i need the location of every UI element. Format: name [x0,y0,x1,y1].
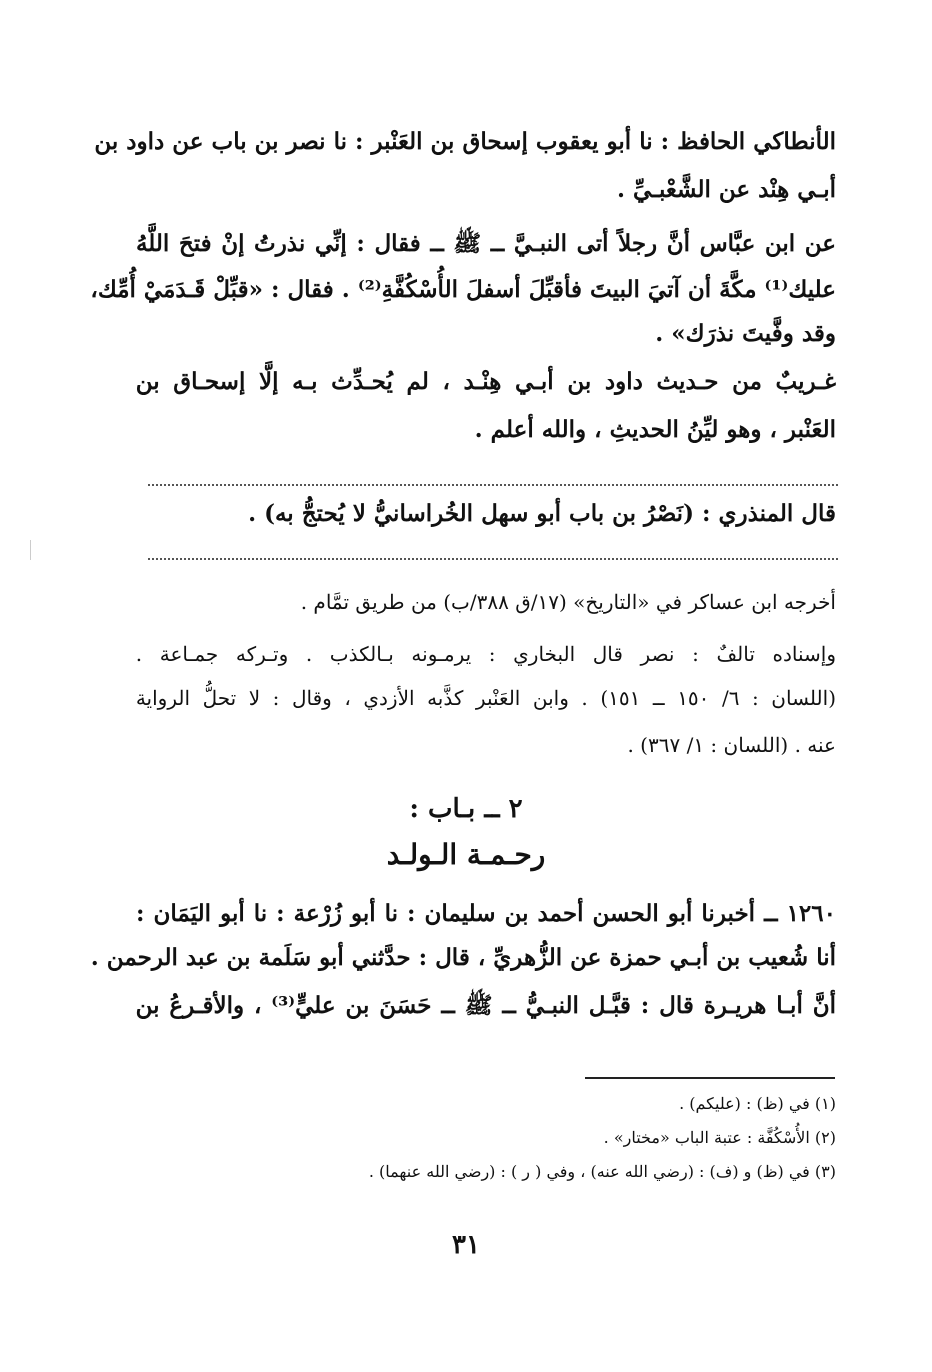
text-line: وقد وفَّيتَ نذرَك» . [655,320,836,347]
text-line: ١٢٦٠ ــ أخبرنا أبو الحسن أحمد بن سليمان : نا أبو زُرْعة : نا أبو اليَمَان : [136,900,836,927]
text-line: أنا شُعيب بن أبـي حمزة عن الزُّهريِّ ، قال : حدَّثني أبو سَلَمة بن عبد الرحمن . [90,944,836,971]
text-line: الأنطاكي الحافظ : نا أبو يعقوب إسحاق بن العَنْبر : نا نصر بن باب عن داود بن [94,128,836,155]
footnote: (١) في (ظ) : (عليكم) . [679,1094,836,1113]
page-number: ٣١ [452,1230,480,1260]
dotted-separator [148,558,838,560]
text-line: وإسناده تالفٌ : نصر قال البخاري : يرمـونه بـالكذب . وتـركه جمـاعة . [135,642,836,666]
text-line: (اللسان : ٦/ ١٥٠ ــ ١٥١) . وابن العَنْبر كذَّبه الأزدي ، وقال : لا تحلُّ الرواية [135,686,836,710]
text-line: غـريبٌ من حـديث داود بن أبـي هِنْـد ، لم يُحـدِّث بـه إلَّا إسحـاق بن [135,368,836,395]
footnote: (٢) الأُسْكُفَّة : عتبة الباب «مختار» . [603,1128,836,1147]
text-line: العَنْبر ، وهو ليِّنُ الحديثِ ، والله أعلم . [474,416,836,443]
text-line: عن ابن عبَّاس أنَّ رجلاً أتى النبـيَّ ــ ﷺ ــ فقال : إنِّي نذرتُ إنْ فتحَ اللَّهُ [135,230,836,257]
text-line: أنَّ أبـا هريـرة قال : قبَّـل النبـيُّ ــ ﷺ ــ حَسَنَ بن عليٍّ⁽³⁾ ، والأقـرعُ بن [135,992,836,1019]
footnote: (٣) في (ظ) و (ف) : (رضي الله عنه) ، وفي ( ر ) : (رضي الله عنهما) . [368,1162,836,1181]
text-line: أخرجه ابن عساكر في «التاريخ» (١٧/ق ٣٨٨/ب) من طريق تمَّام . [300,590,836,614]
text-line: أبـي هِنْد عن الشَّعْبـيِّ . [617,176,836,203]
mundhiri-note: قال المنذري : (نَصْرُ بن باب أبو سهل الخُراسانيُّ لا يُحتجُّ به) . [248,500,836,527]
chapter-title: رحـمـة الـولـد [386,838,546,871]
margin-mark [30,540,31,560]
footnote-rule [585,1077,835,1079]
dotted-separator [148,484,838,486]
text-line: عليك⁽¹⁾ مكَّةَ أن آتيَ البيتَ فأقبِّلَ أسفلَ الأُسْكُفَّةِ⁽²⁾ . فقال : «قبِّلْ قَـدَمَيْ أُمِّك، [90,276,836,303]
chapter-number: ٢ ــ بـاب : [409,794,523,824]
text-line: عنه . (اللسان : ١/ ٣٦٧) . [627,733,836,757]
